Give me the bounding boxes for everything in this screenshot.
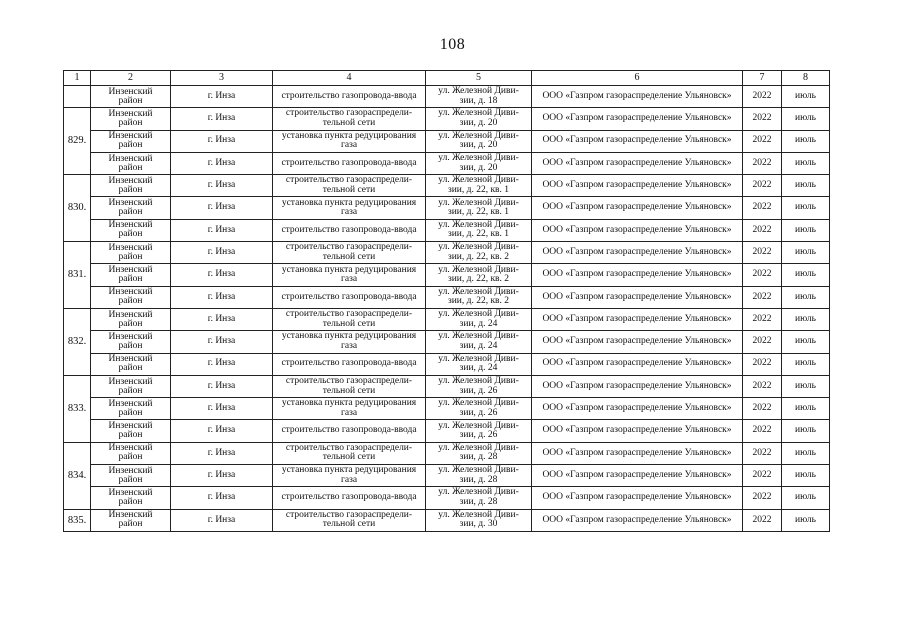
table-row (64, 375, 830, 397)
year-cell: 2022 (743, 286, 782, 308)
address-cell: ул. Железной Диви- зии, д. 28 (426, 442, 532, 464)
table-row (64, 264, 830, 286)
month-cell: июль (782, 197, 830, 219)
table-row (64, 152, 830, 174)
organization-cell: ООО «Газпром газораспределение Ульяновск» (532, 487, 743, 509)
organization-cell: ООО «Газпром газораспределение Ульяновск» (532, 420, 743, 442)
year-cell: 2022 (743, 375, 782, 397)
district-cell: Инзенский район (91, 152, 171, 174)
district-cell: Инзенский район (91, 375, 171, 397)
address-cell: ул. Железной Диви- зии, д. 20 (426, 130, 532, 152)
entry-number-cell: 831. (64, 242, 91, 309)
month-cell: июль (782, 375, 830, 397)
city-cell: г. Инза (171, 108, 273, 130)
district-cell: Инзенский район (91, 487, 171, 509)
entry-number-cell: 833. (64, 375, 91, 442)
table-body (64, 86, 830, 532)
address-cell: ул. Железной Диви- зии, д. 26 (426, 420, 532, 442)
col-header-2: 2 (91, 71, 171, 86)
year-cell: 2022 (743, 242, 782, 264)
city-cell: г. Инза (171, 442, 273, 464)
city-cell: г. Инза (171, 375, 273, 397)
city-cell: г. Инза (171, 219, 273, 241)
header-row (64, 71, 830, 86)
organization-cell: ООО «Газпром газораспределение Ульяновск» (532, 353, 743, 375)
address-cell: ул. Железной Диви- зии, д. 28 (426, 487, 532, 509)
work-type-cell: строительство газопровода-ввода (273, 219, 426, 241)
month-cell: июль (782, 264, 830, 286)
district-cell: Инзенский район (91, 308, 171, 330)
month-cell: июль (782, 353, 830, 375)
work-type-cell: строительство газораспредели- тельной сети (273, 108, 426, 130)
organization-cell: ООО «Газпром газораспределение Ульяновск» (532, 130, 743, 152)
work-type-cell: установка пункта редуцирования газа (273, 398, 426, 420)
organization-cell: ООО «Газпром газораспределение Ульяновск» (532, 398, 743, 420)
month-cell: июль (782, 420, 830, 442)
entry-number-cell: 829. (64, 108, 91, 175)
col-header-7: 7 (743, 71, 782, 86)
table-row (64, 175, 830, 197)
year-cell: 2022 (743, 308, 782, 330)
work-type-cell: установка пункта редуцирования газа (273, 130, 426, 152)
work-type-cell: строительство газопровода-ввода (273, 487, 426, 509)
col-header-6: 6 (532, 71, 743, 86)
district-cell: Инзенский район (91, 509, 171, 531)
year-cell: 2022 (743, 86, 782, 108)
district-cell: Инзенский район (91, 175, 171, 197)
organization-cell: ООО «Газпром газораспределение Ульяновск» (532, 197, 743, 219)
address-cell: ул. Железной Диви- зии, д. 24 (426, 353, 532, 375)
year-cell: 2022 (743, 197, 782, 219)
entry-number-cell: 830. (64, 175, 91, 242)
work-type-cell: строительство газораспредели- тельной сети (273, 509, 426, 531)
city-cell: г. Инза (171, 487, 273, 509)
district-cell: Инзенский район (91, 86, 171, 108)
district-cell: Инзенский район (91, 130, 171, 152)
city-cell: г. Инза (171, 152, 273, 174)
organization-cell: ООО «Газпром газораспределение Ульяновск» (532, 175, 743, 197)
organization-cell: ООО «Газпром газораспределение Ульяновск» (532, 286, 743, 308)
work-type-cell: установка пункта редуцирования газа (273, 197, 426, 219)
organization-cell: ООО «Газпром газораспределение Ульяновск» (532, 375, 743, 397)
address-cell: ул. Железной Диви- зии, д. 24 (426, 331, 532, 353)
work-type-cell: строительство газопровода-ввода (273, 152, 426, 174)
col-header-3: 3 (171, 71, 273, 86)
table-row (64, 398, 830, 420)
district-cell: Инзенский район (91, 420, 171, 442)
table-row (64, 242, 830, 264)
work-type-cell: установка пункта редуцирования газа (273, 331, 426, 353)
year-cell: 2022 (743, 398, 782, 420)
city-cell: г. Инза (171, 509, 273, 531)
address-cell: ул. Железной Диви- зии, д. 18 (426, 86, 532, 108)
year-cell: 2022 (743, 487, 782, 509)
address-cell: ул. Железной Диви- зии, д. 22, кв. 1 (426, 197, 532, 219)
city-cell: г. Инза (171, 465, 273, 487)
work-type-cell: установка пункта редуцирования газа (273, 465, 426, 487)
work-type-cell: строительство газораспредели- тельной сети (273, 242, 426, 264)
year-cell: 2022 (743, 353, 782, 375)
address-cell: ул. Железной Диви- зии, д. 22, кв. 1 (426, 175, 532, 197)
address-cell: ул. Железной Диви- зии, д. 26 (426, 375, 532, 397)
organization-cell: ООО «Газпром газораспределение Ульяновск» (532, 509, 743, 531)
table-row (64, 353, 830, 375)
address-cell: ул. Железной Диви- зии, д. 26 (426, 398, 532, 420)
city-cell: г. Инза (171, 86, 273, 108)
district-cell: Инзенский район (91, 442, 171, 464)
city-cell: г. Инза (171, 264, 273, 286)
work-type-cell: строительство газораспредели- тельной сети (273, 442, 426, 464)
month-cell: июль (782, 465, 830, 487)
district-cell: Инзенский район (91, 108, 171, 130)
organization-cell: ООО «Газпром газораспределение Ульяновск» (532, 152, 743, 174)
table-row (64, 108, 830, 130)
address-cell: ул. Железной Диви- зии, д. 22, кв. 2 (426, 242, 532, 264)
district-cell: Инзенский район (91, 286, 171, 308)
entry-number-cell: 832. (64, 308, 91, 375)
district-cell: Инзенский район (91, 353, 171, 375)
city-cell: г. Инза (171, 175, 273, 197)
month-cell: июль (782, 242, 830, 264)
work-type-cell: строительство газораспредели- тельной сети (273, 175, 426, 197)
table-row (64, 130, 830, 152)
organization-cell: ООО «Газпром газораспределение Ульяновск» (532, 442, 743, 464)
city-cell: г. Инза (171, 130, 273, 152)
year-cell: 2022 (743, 331, 782, 353)
city-cell: г. Инза (171, 398, 273, 420)
table-row (64, 420, 830, 442)
month-cell: июль (782, 219, 830, 241)
city-cell: г. Инза (171, 197, 273, 219)
table-row (64, 86, 830, 108)
month-cell: июль (782, 331, 830, 353)
work-type-cell: строительство газопровода-ввода (273, 353, 426, 375)
district-cell: Инзенский район (91, 219, 171, 241)
month-cell: июль (782, 442, 830, 464)
month-cell: июль (782, 286, 830, 308)
city-cell: г. Инза (171, 331, 273, 353)
registry-table (63, 70, 830, 532)
address-cell: ул. Железной Диви- зии, д. 22, кв. 2 (426, 264, 532, 286)
work-type-cell: строительство газопровода-ввода (273, 286, 426, 308)
organization-cell: ООО «Газпром газораспределение Ульяновск» (532, 331, 743, 353)
month-cell: июль (782, 175, 830, 197)
month-cell: июль (782, 130, 830, 152)
address-cell: ул. Железной Диви- зии, д. 30 (426, 509, 532, 531)
month-cell: июль (782, 398, 830, 420)
organization-cell: ООО «Газпром газораспределение Ульяновск» (532, 219, 743, 241)
year-cell: 2022 (743, 420, 782, 442)
city-cell: г. Инза (171, 420, 273, 442)
table-row (64, 308, 830, 330)
organization-cell: ООО «Газпром газораспределение Ульяновск» (532, 242, 743, 264)
address-cell: ул. Железной Диви- зии, д. 22, кв. 2 (426, 286, 532, 308)
table-row (64, 286, 830, 308)
month-cell: июль (782, 509, 830, 531)
organization-cell: ООО «Газпром газораспределение Ульяновск» (532, 86, 743, 108)
city-cell: г. Инза (171, 353, 273, 375)
district-cell: Инзенский район (91, 398, 171, 420)
district-cell: Инзенский район (91, 465, 171, 487)
district-cell: Инзенский район (91, 264, 171, 286)
district-cell: Инзенский район (91, 197, 171, 219)
work-type-cell: строительство газопровода-ввода (273, 420, 426, 442)
address-cell: ул. Железной Диви- зии, д. 28 (426, 465, 532, 487)
work-type-cell: установка пункта редуцирования газа (273, 264, 426, 286)
table-row (64, 442, 830, 464)
city-cell: г. Инза (171, 286, 273, 308)
month-cell: июль (782, 108, 830, 130)
year-cell: 2022 (743, 130, 782, 152)
col-header-5: 5 (426, 71, 532, 86)
col-header-1: 1 (64, 71, 91, 86)
year-cell: 2022 (743, 175, 782, 197)
year-cell: 2022 (743, 442, 782, 464)
table-row (64, 331, 830, 353)
table-row (64, 465, 830, 487)
address-cell: ул. Железной Диви- зии, д. 20 (426, 152, 532, 174)
month-cell: июль (782, 487, 830, 509)
month-cell: июль (782, 308, 830, 330)
year-cell: 2022 (743, 108, 782, 130)
work-type-cell: строительство газопровода-ввода (273, 86, 426, 108)
organization-cell: ООО «Газпром газораспределение Ульяновск» (532, 108, 743, 130)
col-header-8: 8 (782, 71, 830, 86)
city-cell: г. Инза (171, 308, 273, 330)
organization-cell: ООО «Газпром газораспределение Ульяновск» (532, 465, 743, 487)
address-cell: ул. Железной Диви- зии, д. 22, кв. 1 (426, 219, 532, 241)
work-type-cell: строительство газораспредели- тельной сети (273, 308, 426, 330)
city-cell: г. Инза (171, 242, 273, 264)
month-cell: июль (782, 86, 830, 108)
table-row (64, 487, 830, 509)
month-cell: июль (782, 152, 830, 174)
district-cell: Инзенский район (91, 331, 171, 353)
district-cell: Инзенский район (91, 242, 171, 264)
address-cell: ул. Железной Диви- зии, д. 24 (426, 308, 532, 330)
table-row (64, 219, 830, 241)
entry-number-cell: 834. (64, 442, 91, 509)
table-row (64, 509, 830, 531)
year-cell: 2022 (743, 264, 782, 286)
entry-number-cell: 835. (64, 509, 91, 531)
year-cell: 2022 (743, 465, 782, 487)
col-header-4: 4 (273, 71, 426, 86)
page-number: 108 (439, 36, 466, 53)
entry-number-cell (64, 86, 91, 108)
table-row (64, 197, 830, 219)
organization-cell: ООО «Газпром газораспределение Ульяновск» (532, 264, 743, 286)
address-cell: ул. Железной Диви- зии, д. 20 (426, 108, 532, 130)
year-cell: 2022 (743, 219, 782, 241)
year-cell: 2022 (743, 152, 782, 174)
work-type-cell: строительство газораспредели- тельной сети (273, 375, 426, 397)
organization-cell: ООО «Газпром газораспределение Ульяновск» (532, 308, 743, 330)
year-cell: 2022 (743, 509, 782, 531)
